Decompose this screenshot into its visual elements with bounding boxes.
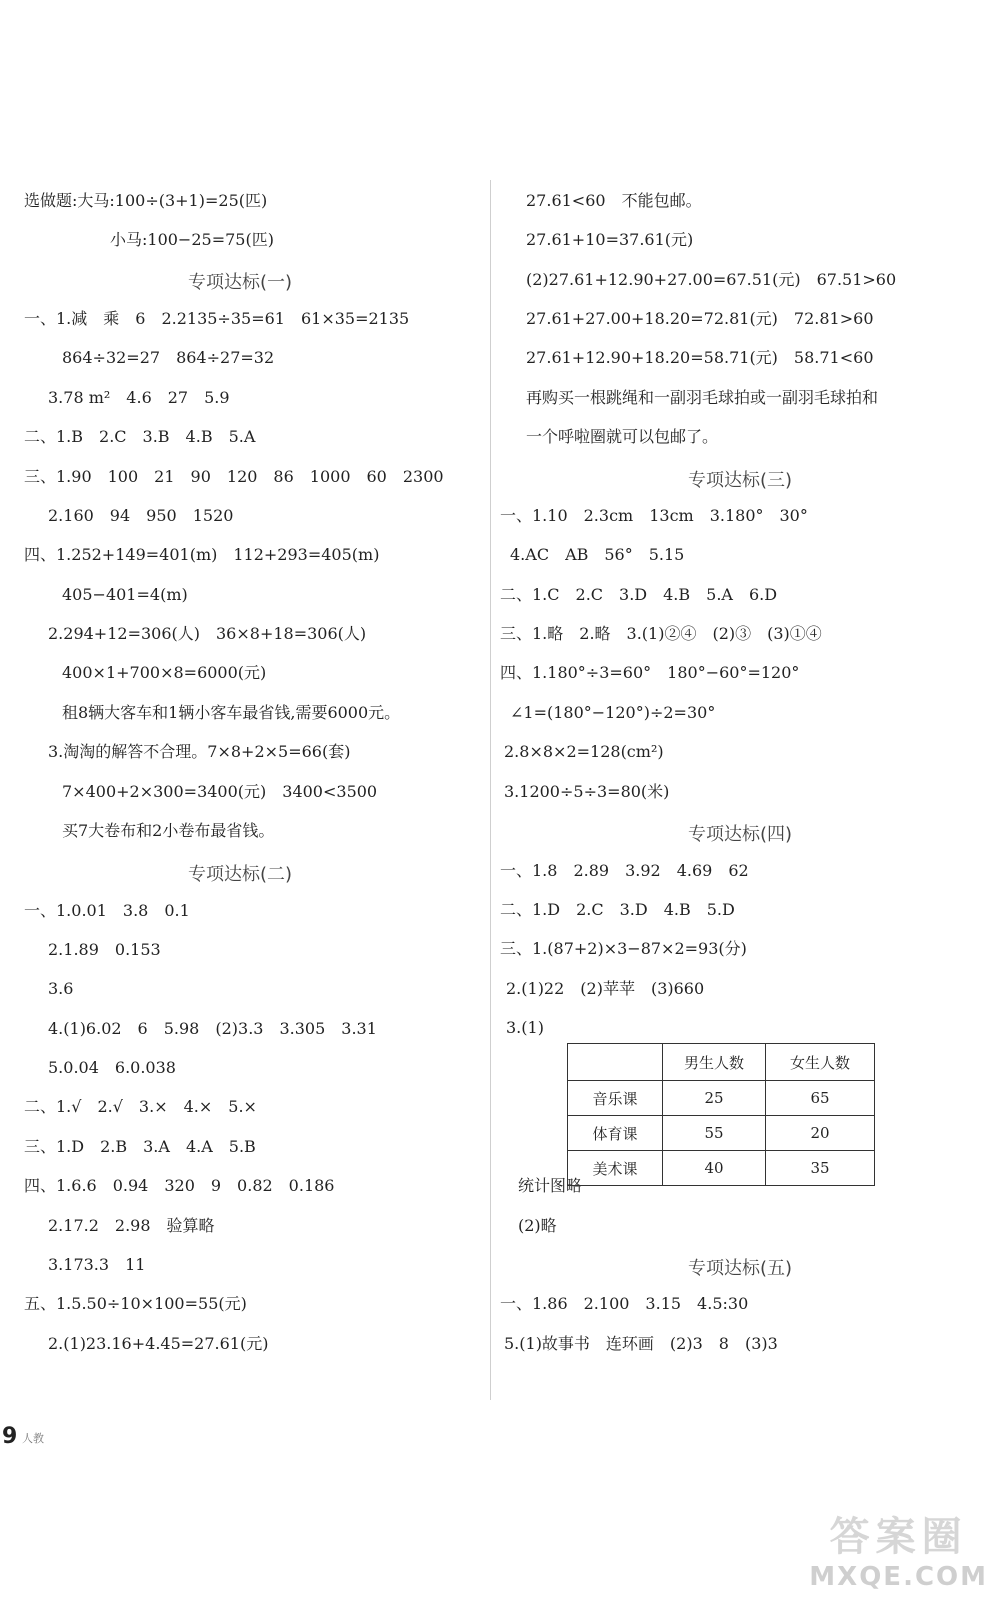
table-row-label: 音乐课 [568,1081,663,1116]
text-line: 2.(1)23.16+4.45=27.61(元) [48,1334,269,1353]
watermark-bottom: MXQE.COM [809,1562,988,1592]
text-line: 4.AC AB 56° 5.15 [510,545,685,564]
table-cell: 55 [663,1116,766,1151]
text-line: 27.61+12.90+18.20=58.71(元) 58.71<60 [526,348,874,367]
text-line: 一、1.86 2.100 3.15 4.5:30 [500,1294,749,1313]
table-cell: 25 [663,1081,766,1116]
table-corner-cell [568,1044,663,1081]
text-line: 4.(1)6.02 6 5.98 (2)3.3 3.305 3.31 [48,1019,377,1038]
text-line: 统计图略 [518,1176,583,1195]
text-line: 一、1.8 2.89 3.92 4.69 62 [500,861,749,880]
page-tag: 人教 [22,1432,44,1445]
stats-table [567,1043,875,1186]
text-line: 再购买一根跳绳和一副羽毛球拍或一副羽毛球拍和 [526,388,879,407]
table-row-label: 体育课 [568,1116,663,1151]
text-line: 小马:100−25=75(匹) [110,230,274,249]
text-line: 27.61+10=37.61(元) [526,230,694,249]
table-header-cell: 男生人数 [663,1044,766,1081]
text-line: 一个呼啦圈就可以包邮了。 [526,427,719,446]
text-line: 一、1.10 2.3cm 13cm 3.180° 30° [500,506,808,525]
section-heading: 专项达标(四) [687,824,793,845]
page-number: 9 [2,1424,18,1449]
column-divider [490,180,491,1400]
table-header-cell: 女生人数 [766,1044,875,1081]
text-line: 四、1.252+149=401(m) 112+293=405(m) [24,545,380,564]
table-cell: 35 [766,1151,875,1186]
text-line: 二、1.D 2.C 3.D 4.B 5.D [500,900,735,919]
text-line: (2)27.61+12.90+27.00=67.51(元) 67.51>60 [526,270,897,289]
text-line: 5.(1)故事书 连环画 (2)3 8 (3)3 [504,1334,778,1353]
text-line: 3.淘淘的解答不合理。7×8+2×5=66(套) [48,742,351,761]
text-line: 三、1.略 2.略 3.(1)②④ (2)③ (3)①④ [500,624,822,643]
text-line: 五、1.5.50÷10×100=55(元) [24,1294,247,1313]
text-line: 27.61+27.00+18.20=72.81(元) 72.81>60 [526,309,874,328]
table-cell: 65 [766,1081,875,1116]
text-line: 5.0.04 6.0.038 [48,1058,176,1077]
table-header-row [568,1044,875,1081]
text-line: 四、1.180°÷3=60° 180°−60°=120° [500,663,800,682]
section-heading: 专项达标(一) [187,272,293,293]
text-line: 买7大卷布和2小卷布最省钱。 [62,821,275,840]
text-line: 3.173.3 11 [48,1255,146,1274]
text-line: 864÷32=27 864÷27=32 [62,348,275,367]
table-cell: 20 [766,1116,875,1151]
watermark-top: 答案圈 [829,1514,968,1560]
text-line: 2.8×8×2=128(cm²) [504,742,664,761]
text-line: 一、1.0.01 3.8 0.1 [24,901,190,920]
watermark [809,1505,988,1592]
text-line: 租8辆大客车和1辆小客车最省钱,需要6000元。 [62,703,401,722]
text-line: 一、1.减 乘 6 2.2135÷35=61 61×35=2135 [24,309,410,328]
table-row [568,1151,875,1186]
table-row [568,1081,875,1116]
text-line: 2.17.2 2.98 验算略 [48,1216,215,1235]
text-line: (2)略 [518,1216,557,1235]
text-line: 3.6 [48,979,74,998]
text-line: 三、1.D 2.B 3.A 4.A 5.B [24,1137,256,1156]
section-heading: 专项达标(二) [187,864,293,885]
text-line: 2.294+12=306(人) 36×8+18=306(人) [48,624,367,643]
text-line: 2.(1)22 (2)苹苹 (3)660 [506,979,705,998]
text-line: 400×1+700×8=6000(元) [62,663,267,682]
text-line: 3.78 m² 4.6 27 5.9 [48,388,230,407]
text-line: 三、1.90 100 21 90 120 86 1000 60 2300 [24,467,444,486]
table-row [568,1116,875,1151]
section-heading: 专项达标(五) [687,1258,793,1279]
text-line: 3.(1) [506,1018,544,1037]
text-line: 选做题:大马:100÷(3+1)=25(匹) [24,191,268,210]
text-line: 二、1.√ 2.√ 3.× 4.× 5.× [24,1097,257,1116]
text-line: 2.1.89 0.153 [48,940,161,959]
text-line: 四、1.6.6 0.94 320 9 0.82 0.186 [24,1176,335,1195]
section-heading: 专项达标(三) [687,470,793,491]
text-line: 3.1200÷5÷3=80(米) [504,782,670,801]
table-row-label: 美术课 [568,1151,663,1186]
text-line: 2.160 94 950 1520 [48,506,234,525]
text-line: 405−401=4(m) [62,585,188,604]
text-line: 27.61<60 不能包邮。 [526,191,702,210]
text-line: 三、1.(87+2)×3−87×2=93(分) [500,939,747,958]
text-line: 二、1.C 2.C 3.D 4.B 5.A 6.D [500,585,778,604]
text-line: 7×400+2×300=3400(元) 3400<3500 [62,782,378,801]
table-cell: 40 [663,1151,766,1186]
text-line: 二、1.B 2.C 3.B 4.B 5.A [24,427,256,446]
text-line: ∠1=(180°−120°)÷2=30° [510,703,716,722]
